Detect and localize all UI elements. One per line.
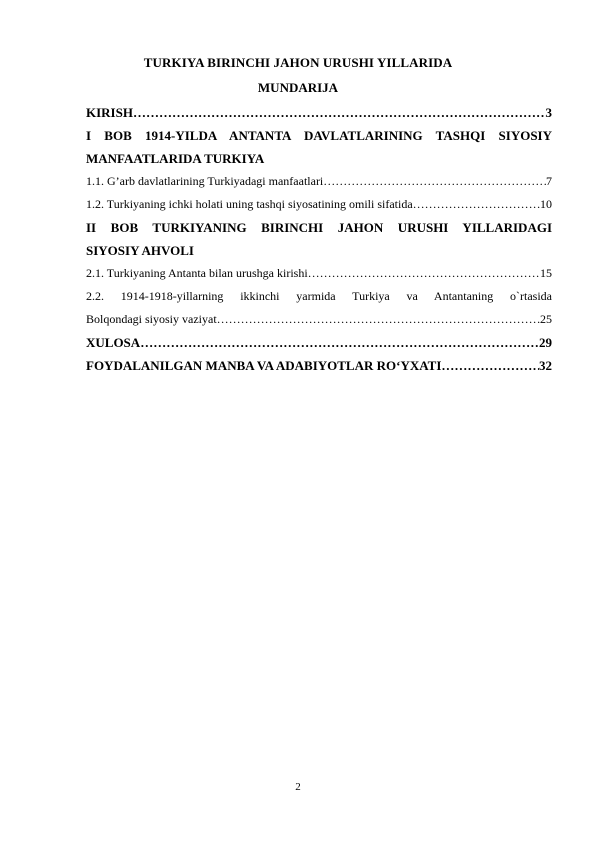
toc-chapter-2-line-2[interactable]: SIYOSIY AHVOLI [86, 243, 194, 258]
dot-leader [308, 262, 540, 285]
dot-leader [441, 354, 539, 377]
toc-page-number: 10 [540, 197, 552, 211]
toc-entry-1-2[interactable] [86, 193, 552, 216]
toc-page-number: 15 [540, 266, 552, 280]
toc-chapter-1-line-1[interactable]: I BOB 1914-YILDA ANTANTA DAVLATLARINING TASHQI SIYOSIY [86, 128, 552, 143]
toc-entry-xulosa[interactable] [86, 331, 552, 354]
dot-leader [413, 193, 540, 216]
toc-heading: MUNDARIJA [257, 80, 339, 95]
dot-leader [217, 308, 540, 331]
toc-entry-1-1[interactable] [86, 170, 552, 193]
toc-entry-title: KIRISH [86, 105, 133, 120]
toc-entry-2-2-line-1[interactable]: 2.2. 1914-1918-yillarning ikkinchi yarmida Turkiya va Antantaning o`rtasida [86, 289, 552, 303]
toc-chapter-2-line-1[interactable]: II BOB TURKIYANING BIRINCHI JAHON URUSHI YILLARIDAGI [86, 220, 552, 235]
document-title: TURKIYA BIRINCHI JAHON URUSHI YILLARIDA [143, 55, 453, 70]
toc-page-number: 3 [545, 105, 552, 120]
toc-page-number: 29 [539, 335, 552, 350]
dot-leader [140, 331, 539, 354]
toc-chapter-1-line-2[interactable]: MANFAATLARIDA TURKIYA [86, 151, 265, 166]
page-number: 2 [295, 781, 301, 793]
dot-leader [323, 170, 546, 193]
toc-entry-title: XULOSA [86, 335, 141, 350]
toc-entry-title: Bolqondagi siyosiy vaziyat [86, 312, 217, 326]
toc-entry-title: FOYDALANILGAN MANBA VA ADABIYOTLAR RO‘YXATI [86, 358, 442, 373]
toc-page-number: 25 [540, 312, 552, 326]
table-of-contents [86, 101, 552, 377]
toc-page-number: 7 [546, 174, 552, 188]
dot-leader [133, 101, 546, 124]
toc-entry-manba[interactable] [86, 354, 552, 377]
toc-entry-2-2[interactable] [86, 308, 552, 331]
toc-entry-kirish[interactable] [86, 101, 552, 124]
toc-entry-title: 1.1. G’arb davlatlarining Turkiyadagi manfaatlari [86, 174, 324, 188]
toc-page-number: 32 [539, 358, 552, 373]
toc-entry-title: 2.1. Turkiyaning Antanta bilan urushga kirishi [86, 266, 308, 280]
toc-entry-title: 1.2. Turkiyaning ichki holati uning tashqi siyosatining omili sifatida [86, 197, 413, 211]
toc-entry-2-1[interactable] [86, 262, 552, 285]
